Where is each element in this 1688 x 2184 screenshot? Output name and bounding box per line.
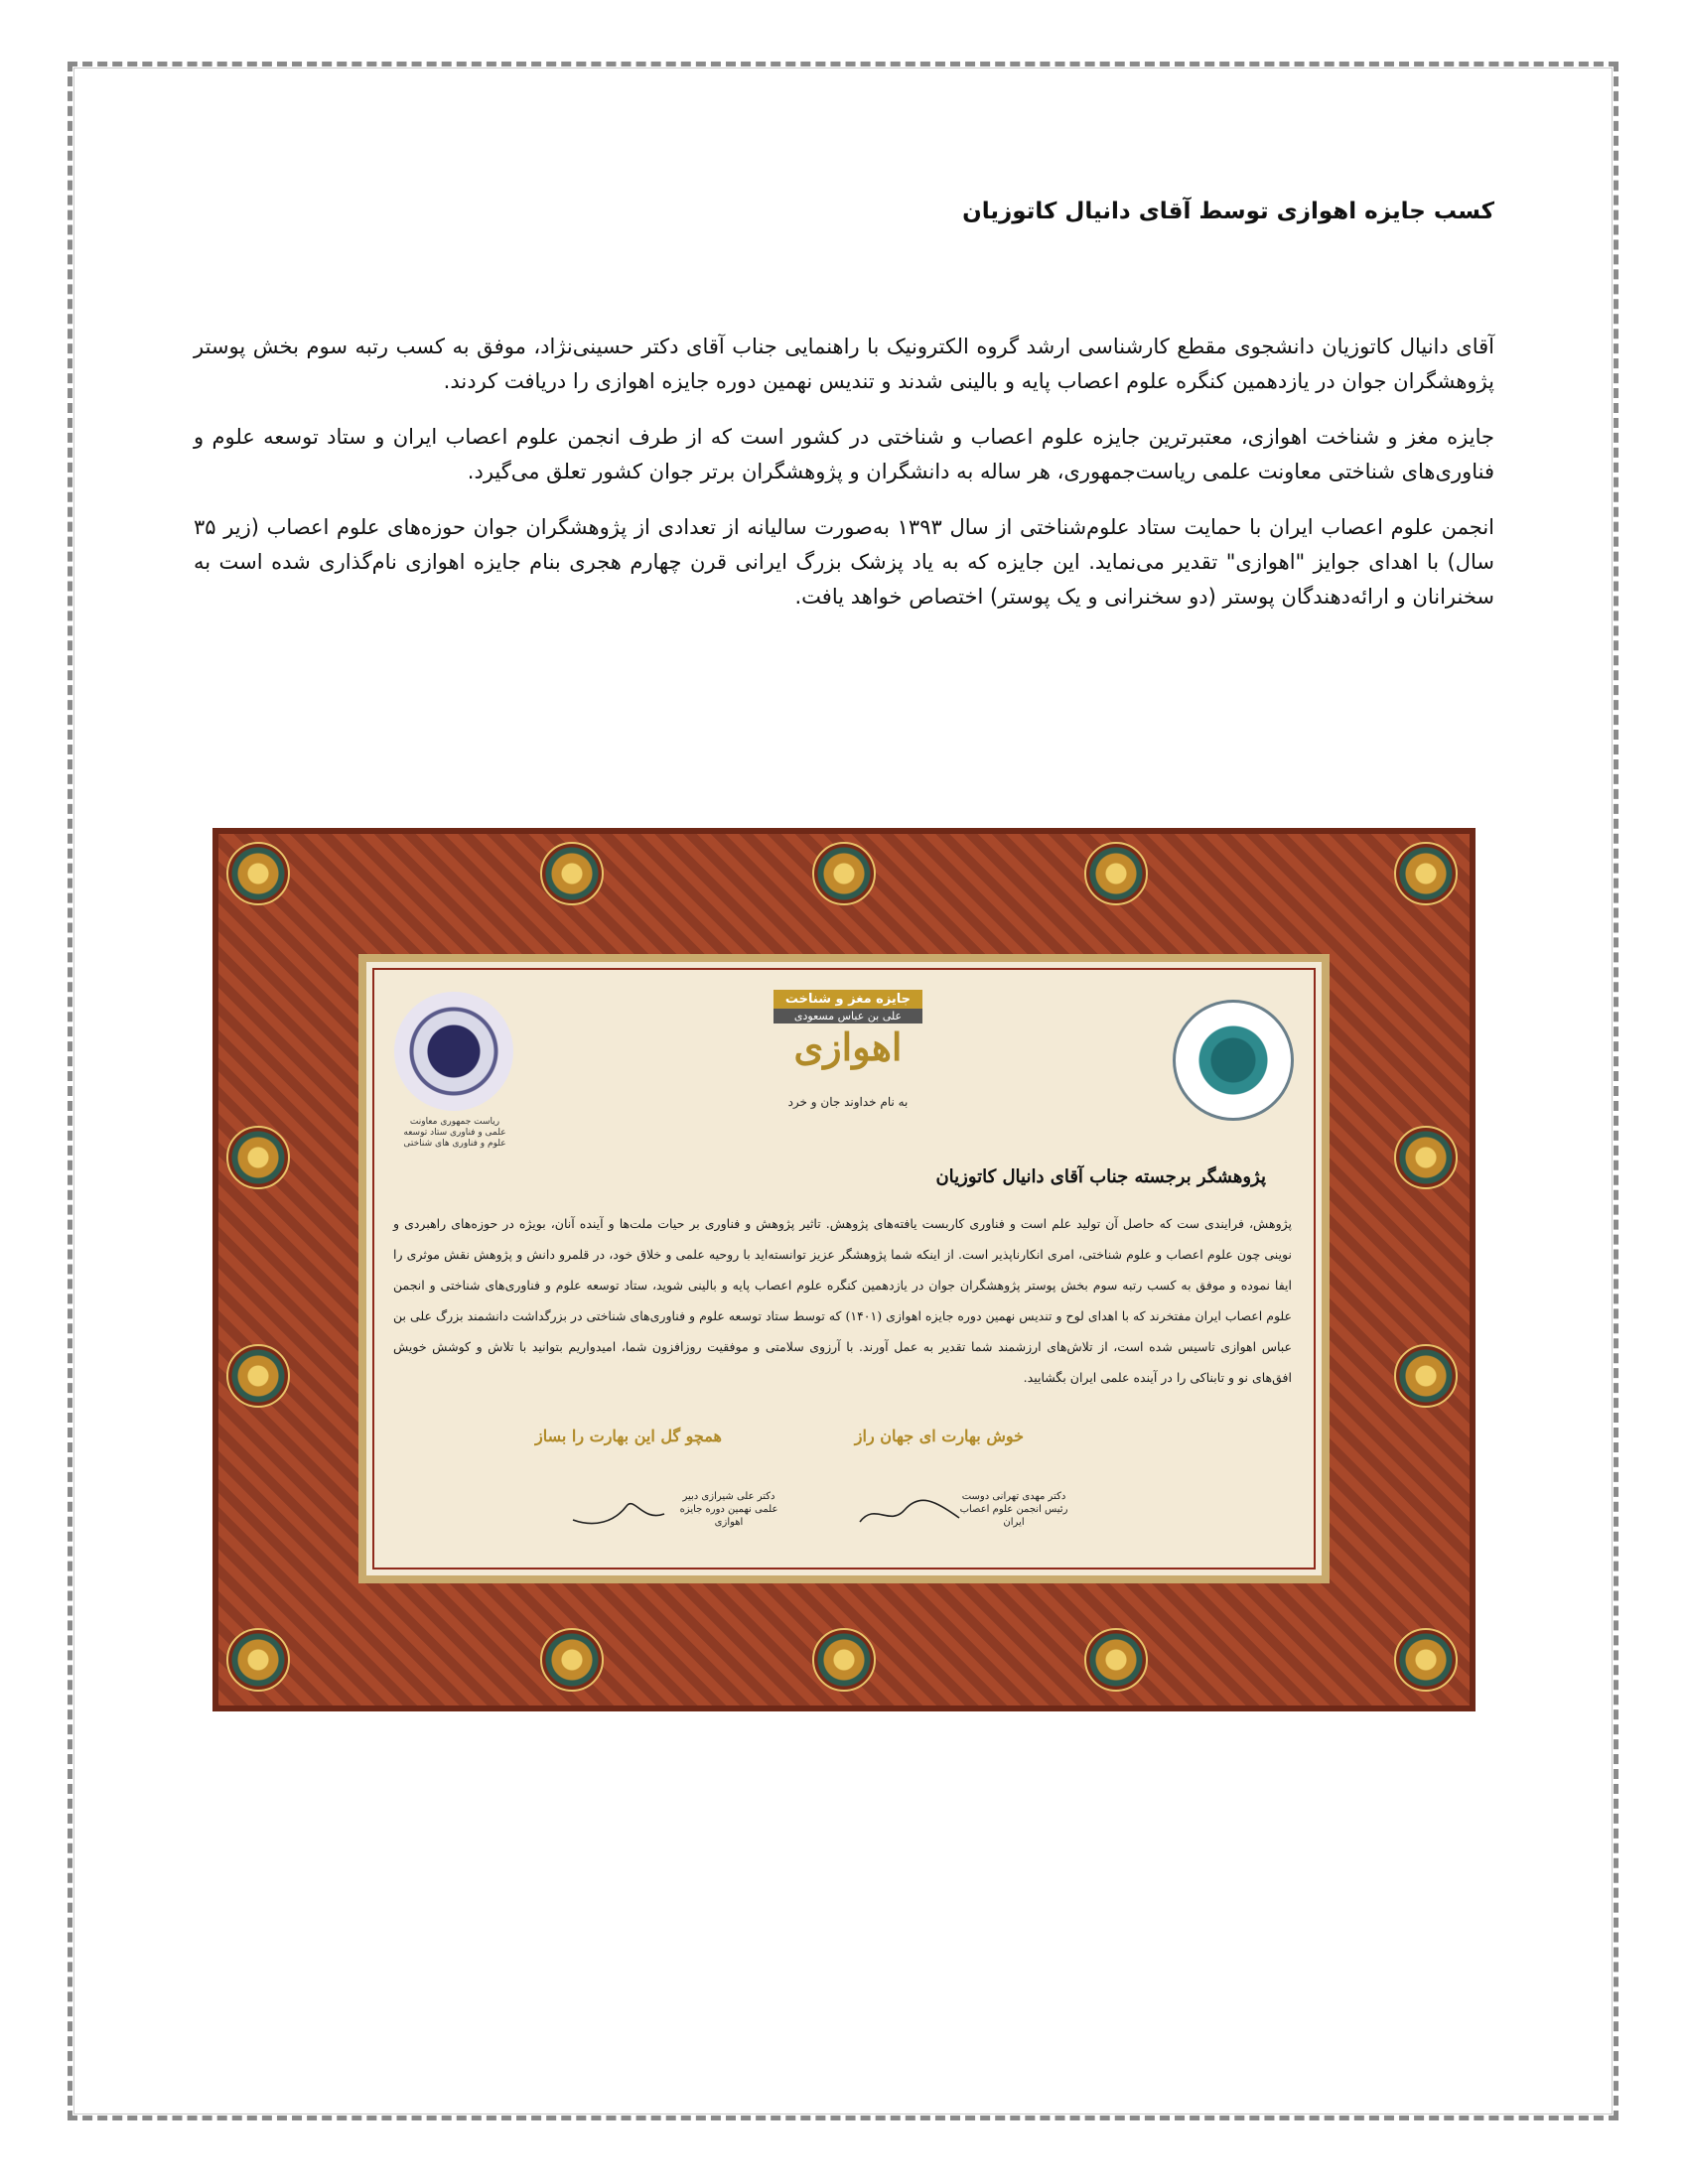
signature-left-name: دکتر علی شیرازی دبیر علمی نهمین دوره جایزه اهوازی xyxy=(679,1491,778,1528)
cognitive-council-logo-icon xyxy=(394,992,513,1111)
article-title: کسب جایزه اهوازی توسط آقای دانیال کاتوزیان xyxy=(962,199,1494,224)
basmala: به نام خداوند جان و خرد xyxy=(787,1095,909,1109)
signature-right-name: دکتر مهدی تهرانی دوست رئیس انجمن علوم اعصاب ایران xyxy=(959,1491,1068,1528)
certificate-image xyxy=(212,828,1476,1711)
slogan-left: همچو گل این بهارت را بساز xyxy=(535,1427,722,1445)
award-logo-top: جایزه مغز و شناخت xyxy=(774,990,922,1009)
signature-right xyxy=(845,1486,1073,1556)
certificate-parchment xyxy=(358,954,1330,1583)
slogan-right: خوش بهارت ای جهان راز xyxy=(854,1427,1024,1445)
signature-left xyxy=(555,1486,783,1556)
paragraph-1: آقای دانیال کاتوزیان دانشجوی مقطع کارشناسی ارشد گروه الکترونیک با راهنمایی جناب آقای دکتر حسینی‌نژاد، موفق به کسب رتبه سوم بخش پوستر پژوهشگران جوان در یازدهمین کنگره علوم اعصاب پایه و بالینی شدند و تندیس نهمین دوره جایزه اهوازی را دریافت کردند. xyxy=(194,335,1494,393)
paragraph-3: انجمن علوم اعصاب ایران با حمایت ستاد علوم‌شناختی از سال ۱۳۹۳ به‌صورت سالیانه از تعدادی از پژوهشگران جوان حوزه‌های علوم اعصاب (زیر ۳۵ سال) با اهدای جوایز "اهوازی" تقدیر می‌نماید. این جایزه که به یاد پزشک بزرگ ایرانی قرن چهارم هجری بنام جایزه اهوازی نام‌گذاری شده است به سخنرانان و ارائه‌دهندگان پوستر (دو سخنرانی و یک پوستر) اختصاص خواهد یافت. xyxy=(194,515,1494,609)
award-logo-main: اهوازی xyxy=(793,1024,903,1069)
award-logo-sub: علی بن عباس مسعودی xyxy=(774,1009,922,1024)
certificate-heading: پژوهشگر برجسته جناب آقای دانیال کاتوزیان xyxy=(935,1166,1266,1187)
paragraph-2: جایزه مغز و شناخت اهوازی، معتبرترین جایزه علوم اعصاب و شناختی در کشور است که از طرف انجمن علوم اعصاب ایران و ستاد توسعه علوم و فناوری‌های شناختی معاونت علمی ریاست‌جمهوری، هر ساله به دانشگران و پژوهشگران برتر جوان کشور تعلق می‌گیرد. xyxy=(194,425,1494,483)
left-logo-caption: ریاست جمهوری معاونت علمی و فناوری ستاد توسعه علوم و فناوری های شناختی xyxy=(403,1117,506,1149)
signature-scribble-icon xyxy=(855,1492,964,1532)
document-body xyxy=(194,199,1494,635)
ahvazi-award-logo xyxy=(774,990,922,1077)
signature-scribble-icon xyxy=(565,1492,674,1532)
certificate-body: پژوهش، فرایندی ست که حاصل آن تولید علم است و فناوری کاربست یافته‌های پژوهش. تاثیر پژوهش و فناوری بر حیات ملت‌ها و آینده آنان، بویژه در حوزه‌های راهبردی و نوینی چون علوم اعصاب و علوم شناختی، امری انکارناپذیر است. از اینکه شما پژوهشگر عزیز توانسته‌اید با روحیه علمی و خلاق خود، در قلمرو دانش و پژوهش نقش موثری را ایفا نموده و موفق به کسب رتبه سوم بخش پوستر پژوهشگران جوان در یازدهمین کنگره علوم اعصاب پایه و بالینی شوید، ستاد توسعه علوم و فناوری‌های شناختی و انجمن علوم اعصاب ایران مفتخرند که با اهدای لوح و تندیس نهمین دوره جایزه اهوازی (۱۴۰۱) که توسط ستاد توسعه علوم و فناوری‌های شناختی در بزرگداشت دانشمند بزرگ علی بن عباس اهوازی تاسیس شده است، از تلاش‌های ارزشمند شما تقدیر به عمل آورند. با آرزوی سلامتی و موفقیت روزافزون شما، امیدواریم بتوانید با تلاش و کوشش خویش افق‌های نو و تابناکی را در آینده علمی ایران بگشایید. xyxy=(393,1216,1292,1385)
neuroscience-society-logo-icon xyxy=(1173,1000,1294,1121)
